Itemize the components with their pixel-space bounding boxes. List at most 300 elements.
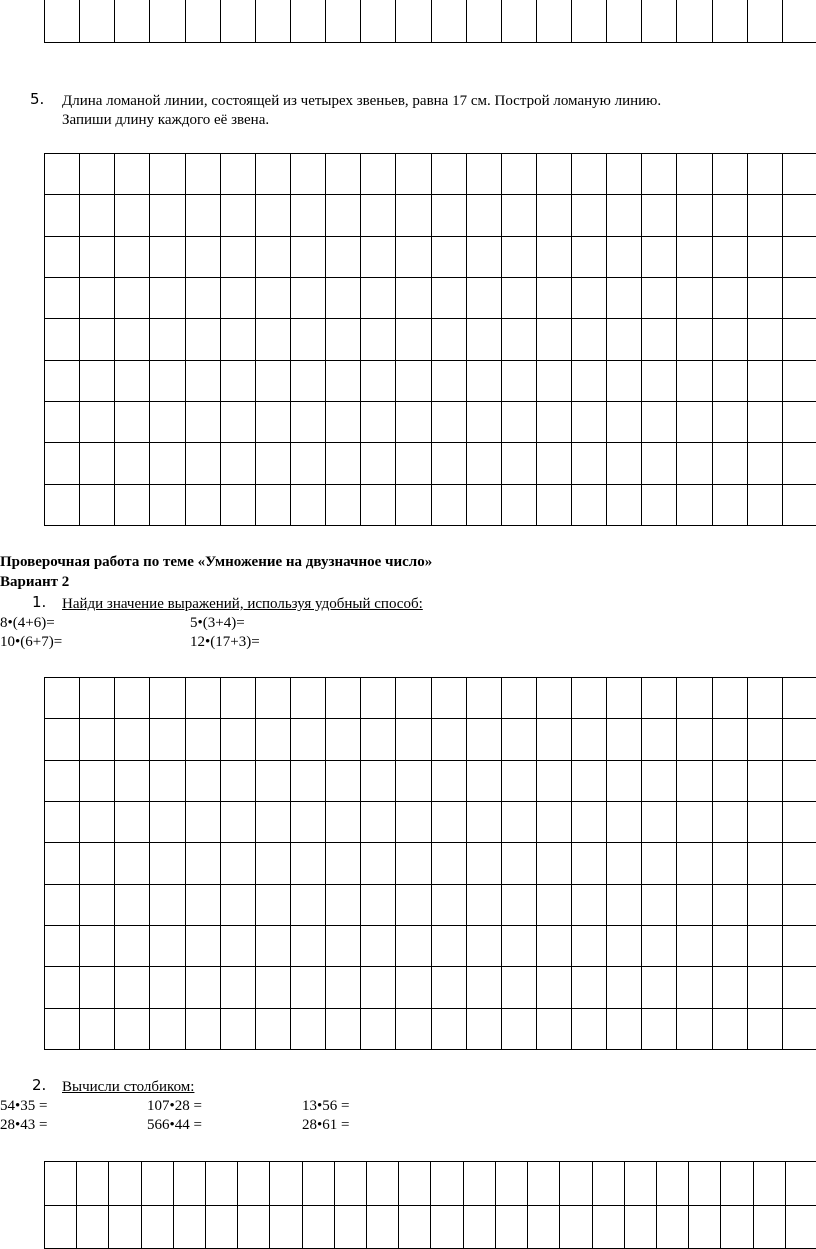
grid-cell: [221, 761, 256, 802]
grid-cell: [572, 237, 607, 278]
grid-cell: [713, 443, 748, 484]
grid-cell: [291, 885, 326, 926]
grid-cell: [142, 1162, 174, 1206]
grid-cell: [786, 1206, 816, 1249]
grid-cell: [115, 678, 150, 719]
grid-cell: [607, 719, 642, 760]
grid-cell: [431, 1162, 463, 1206]
grid-cell: [502, 485, 537, 526]
grid-cell: [45, 885, 80, 926]
grid-cell: [109, 1206, 141, 1249]
grid-cell: [396, 195, 431, 236]
grid-cell: [713, 678, 748, 719]
grid-cell: [642, 967, 677, 1008]
grid-cell: [677, 361, 712, 402]
grid-cell: [748, 843, 783, 884]
grid-cell: [396, 154, 431, 195]
grid-cell: [115, 761, 150, 802]
grid-cell: [713, 843, 748, 884]
grid-cell: [109, 1162, 141, 1206]
grid-cell: [467, 885, 502, 926]
grid-cell: [467, 719, 502, 760]
grid-cell: [783, 402, 816, 443]
grid-cell: [677, 237, 712, 278]
grid-cell: [783, 802, 816, 843]
grid-cell: [361, 843, 396, 884]
grid-cell: [221, 402, 256, 443]
grid-cell: [291, 678, 326, 719]
grid-cell: [464, 1162, 496, 1206]
grid-cell: [115, 967, 150, 1008]
grid-cell: [291, 402, 326, 443]
grid-cell: [80, 926, 115, 967]
grid-cell: [45, 319, 80, 360]
grid-task1: [44, 677, 816, 1050]
grid-cell: [657, 1162, 689, 1206]
grid-cell: [642, 485, 677, 526]
grid-cell: [607, 195, 642, 236]
grid-cell: [361, 0, 396, 43]
grid-cell: [748, 237, 783, 278]
grid-cell: [361, 967, 396, 1008]
grid-cell: [432, 0, 467, 43]
grid-cell: [335, 1162, 367, 1206]
grid-cell: [396, 361, 431, 402]
grid-cell: [45, 237, 80, 278]
grid-cell: [326, 885, 361, 926]
grid-cell: [748, 195, 783, 236]
grid-cell: [432, 237, 467, 278]
grid-cell: [572, 361, 607, 402]
grid-cell: [748, 154, 783, 195]
grid-cell: [326, 678, 361, 719]
grid-cell: [396, 967, 431, 1008]
grid-cell: [80, 154, 115, 195]
grid-cell: [361, 237, 396, 278]
grid-cell: [221, 319, 256, 360]
grid-cell: [607, 0, 642, 43]
grid-cell: [150, 885, 185, 926]
grid-cell: [150, 361, 185, 402]
grid-cell: [467, 926, 502, 967]
grid-cell: [45, 443, 80, 484]
grid-cell: [80, 443, 115, 484]
grid-cell: [528, 1162, 560, 1206]
grid-cell: [537, 319, 572, 360]
task2-instruction: Вычисли столбиком:: [62, 1078, 194, 1097]
grid-cell: [677, 761, 712, 802]
grid-cell: [115, 402, 150, 443]
grid-cell: [642, 0, 677, 43]
grid-cell: [713, 154, 748, 195]
task2-expr-2-3: 28•61 =: [302, 1116, 349, 1135]
grid-cell: [326, 843, 361, 884]
grid-cell: [467, 402, 502, 443]
grid-cell: [572, 926, 607, 967]
grid-cell: [677, 195, 712, 236]
grid-cell: [783, 843, 816, 884]
grid-cell: [291, 0, 326, 43]
grid-cell: [367, 1206, 399, 1249]
grid-cell: [502, 926, 537, 967]
grid-cell: [396, 926, 431, 967]
grid-cell: [713, 195, 748, 236]
grid-cell: [783, 319, 816, 360]
grid-cell: [748, 885, 783, 926]
grid-cell: [291, 278, 326, 319]
grid-cell: [713, 0, 748, 43]
grid-cell: [45, 278, 80, 319]
grid-cell: [115, 926, 150, 967]
grid-cell: [537, 237, 572, 278]
grid-cell: [642, 678, 677, 719]
grid-cell: [150, 0, 185, 43]
grid-cell: [607, 885, 642, 926]
grid-cell: [467, 443, 502, 484]
grid-cell: [560, 1206, 592, 1249]
grid-cell: [642, 361, 677, 402]
grid-cell: [783, 443, 816, 484]
grid-cell: [502, 0, 537, 43]
grid-cell: [607, 485, 642, 526]
grid-cell: [361, 485, 396, 526]
grid-cell: [537, 802, 572, 843]
grid-cell: [607, 926, 642, 967]
grid-cell: [657, 1206, 689, 1249]
grid-cell: [256, 761, 291, 802]
task2-expr-2-1: 28•43 =: [0, 1116, 47, 1135]
grid-cell: [186, 485, 221, 526]
task5-line2: Запиши длину каждого её звена.: [62, 111, 269, 130]
grid-cell: [502, 843, 537, 884]
grid-cell: [150, 237, 185, 278]
grid-cell: [80, 761, 115, 802]
grid-cell: [361, 761, 396, 802]
grid-cell: [186, 0, 221, 43]
grid-cell: [186, 154, 221, 195]
grid-cell: [748, 802, 783, 843]
grid-cell: [115, 485, 150, 526]
grid-cell: [748, 719, 783, 760]
grid-cell: [502, 761, 537, 802]
grid-cell: [221, 195, 256, 236]
grid-cell: [80, 195, 115, 236]
task1-number: 1.: [32, 593, 46, 612]
grid-cell: [326, 402, 361, 443]
grid-cell: [361, 1009, 396, 1050]
grid-cell: [221, 967, 256, 1008]
grid-cell: [642, 761, 677, 802]
grid-cell: [502, 719, 537, 760]
grid-cell: [748, 0, 783, 43]
grid-cell: [150, 319, 185, 360]
grid-cell: [396, 402, 431, 443]
grid-cell: [432, 443, 467, 484]
grid-cell: [186, 967, 221, 1008]
grid-cell: [115, 319, 150, 360]
grid-cell: [256, 719, 291, 760]
grid-cell: [677, 719, 712, 760]
grid-cell: [221, 361, 256, 402]
grid-cell: [361, 195, 396, 236]
grid-cell: [399, 1162, 431, 1206]
grid-cell: [221, 485, 256, 526]
grid-cell: [607, 967, 642, 1008]
grid-cell: [186, 719, 221, 760]
grid-cell: [256, 485, 291, 526]
grid-cell: [502, 967, 537, 1008]
grid-cell: [467, 0, 502, 43]
grid-cell: [537, 926, 572, 967]
grid-cell: [748, 1009, 783, 1050]
grid-cell: [783, 237, 816, 278]
grid-cell: [467, 1009, 502, 1050]
grid-cell: [689, 1162, 721, 1206]
grid-cell: [502, 319, 537, 360]
grid-cell: [361, 802, 396, 843]
grid-cell: [537, 761, 572, 802]
grid-cell: [502, 678, 537, 719]
grid-cell: [537, 885, 572, 926]
grid-cell: [221, 443, 256, 484]
grid-cell: [174, 1206, 206, 1249]
grid-cell: [291, 802, 326, 843]
grid-cell: [45, 195, 80, 236]
grid-cell: [221, 237, 256, 278]
grid-cell: [115, 361, 150, 402]
grid-cell: [502, 1009, 537, 1050]
grid-cell: [291, 361, 326, 402]
grid-cell: [326, 154, 361, 195]
grid-cell: [464, 1206, 496, 1249]
grid-cell: [607, 278, 642, 319]
grid-cell: [361, 154, 396, 195]
grid-cell: [432, 402, 467, 443]
grid-cell: [642, 278, 677, 319]
grid-cell: [528, 1206, 560, 1249]
grid-cell: [572, 278, 607, 319]
grid-cell: [537, 361, 572, 402]
grid-cell: [537, 1009, 572, 1050]
task5-line1: Длина ломаной линии, состоящей из четырех звеньев, равна 17 см. Построй ломаную линию.: [62, 92, 661, 111]
grid-cell: [150, 1009, 185, 1050]
grid-cell: [221, 0, 256, 43]
grid-cell: [537, 967, 572, 1008]
grid-cell: [80, 278, 115, 319]
grid-cell: [326, 278, 361, 319]
grid-cell: [186, 885, 221, 926]
grid-cell: [115, 0, 150, 43]
grid-cell: [713, 926, 748, 967]
grid-cell: [256, 402, 291, 443]
grid-cell: [748, 319, 783, 360]
grid-cell: [713, 237, 748, 278]
grid-cell: [754, 1162, 786, 1206]
grid-cell: [502, 402, 537, 443]
grid-cell: [713, 278, 748, 319]
grid-cell: [45, 1009, 80, 1050]
grid-cell: [80, 678, 115, 719]
grid-cell: [45, 0, 80, 43]
grid-cell: [467, 195, 502, 236]
grid-cell: [607, 402, 642, 443]
grid-cell: [256, 843, 291, 884]
grid-cell: [45, 485, 80, 526]
grid-cell: [467, 843, 502, 884]
grid-cell: [748, 443, 783, 484]
grid-cell: [396, 1009, 431, 1050]
grid-cell: [572, 485, 607, 526]
grid-cell: [256, 195, 291, 236]
grid-cell: [432, 719, 467, 760]
grid-cell: [537, 443, 572, 484]
grid-cell: [748, 967, 783, 1008]
grid-cell: [361, 926, 396, 967]
grid-cell: [186, 195, 221, 236]
grid-cell: [270, 1162, 302, 1206]
grid-cell: [186, 278, 221, 319]
grid-cell: [77, 1206, 109, 1249]
grid-cell: [150, 843, 185, 884]
grid-cell: [256, 885, 291, 926]
grid-cell: [396, 0, 431, 43]
grid-cell: [45, 843, 80, 884]
grid-cell: [467, 361, 502, 402]
grid-cell: [572, 802, 607, 843]
grid-cell: [783, 761, 816, 802]
grid-cell: [432, 678, 467, 719]
grid-cell: [432, 485, 467, 526]
grid-cell: [783, 926, 816, 967]
grid-top: [44, 0, 816, 43]
grid-cell: [432, 843, 467, 884]
grid-cell: [256, 0, 291, 43]
grid-cell: [367, 1162, 399, 1206]
grid-cell: [642, 885, 677, 926]
grid-cell: [677, 485, 712, 526]
grid-cell: [502, 885, 537, 926]
grid-cell: [396, 802, 431, 843]
grid-cell: [607, 361, 642, 402]
grid-cell: [45, 154, 80, 195]
grid-cell: [677, 319, 712, 360]
grid-cell: [221, 278, 256, 319]
grid-cell: [432, 278, 467, 319]
grid-cell: [432, 1009, 467, 1050]
grid-cell: [115, 719, 150, 760]
grid-cell: [221, 843, 256, 884]
grid-cell: [502, 443, 537, 484]
grid-cell: [303, 1206, 335, 1249]
grid-cell: [713, 402, 748, 443]
grid-cell: [572, 967, 607, 1008]
grid-cell: [150, 802, 185, 843]
grid-cell: [432, 802, 467, 843]
grid-cell: [326, 761, 361, 802]
grid-cell: [677, 0, 712, 43]
grid-cell: [713, 761, 748, 802]
grid-cell: [45, 1206, 77, 1249]
grid-cell: [713, 319, 748, 360]
grid-cell: [677, 443, 712, 484]
grid-cell: [537, 678, 572, 719]
grid-cell: [572, 0, 607, 43]
grid-cell: [642, 319, 677, 360]
grid-cell: [748, 361, 783, 402]
grid-cell: [256, 443, 291, 484]
grid-cell: [467, 278, 502, 319]
grid-cell: [238, 1162, 270, 1206]
grid-cell: [713, 719, 748, 760]
grid-cell: [45, 678, 80, 719]
grid-cell: [642, 1009, 677, 1050]
grid-cell: [467, 802, 502, 843]
grid-cell: [396, 237, 431, 278]
grid-cell: [607, 802, 642, 843]
grid-cell: [642, 443, 677, 484]
grid-cell: [713, 1009, 748, 1050]
grid-cell: [713, 802, 748, 843]
grid-cell: [572, 319, 607, 360]
grid-cell: [80, 0, 115, 43]
grid-cell: [560, 1162, 592, 1206]
grid-cell: [115, 278, 150, 319]
grid-cell: [502, 195, 537, 236]
grid-cell: [221, 719, 256, 760]
grid-cell: [221, 926, 256, 967]
grid-cell: [150, 926, 185, 967]
grid-cell: [607, 761, 642, 802]
grid-cell: [80, 319, 115, 360]
grid-cell: [572, 443, 607, 484]
grid-cell: [115, 885, 150, 926]
grid-cell: [303, 1162, 335, 1206]
grid-cell: [256, 1009, 291, 1050]
grid-cell: [326, 237, 361, 278]
grid-cell: [467, 967, 502, 1008]
grid-cell: [537, 0, 572, 43]
grid-cell: [186, 926, 221, 967]
grid-cell: [783, 278, 816, 319]
grid-cell: [150, 967, 185, 1008]
grid-cell: [45, 361, 80, 402]
grid-cell: [186, 802, 221, 843]
grid-cell: [115, 237, 150, 278]
grid-cell: [783, 885, 816, 926]
grid-cell: [713, 885, 748, 926]
grid-cell: [396, 761, 431, 802]
grid-cell: [607, 237, 642, 278]
grid-cell: [607, 678, 642, 719]
task2-number: 2.: [32, 1076, 46, 1095]
grid-cell: [150, 278, 185, 319]
grid-cell: [80, 237, 115, 278]
test-title: Проверочная работа по теме «Умножение на двузначное число»: [0, 553, 432, 572]
grid-cell: [783, 967, 816, 1008]
grid-cell: [396, 678, 431, 719]
grid-cell: [572, 195, 607, 236]
grid-cell: [625, 1162, 657, 1206]
grid-cell: [291, 1009, 326, 1050]
grid-cell: [593, 1206, 625, 1249]
grid-cell: [150, 195, 185, 236]
grid-cell: [186, 843, 221, 884]
task2-expr-1-1: 54•35 =: [0, 1097, 47, 1116]
grid-cell: [186, 1009, 221, 1050]
grid-cell: [572, 154, 607, 195]
grid-cell: [45, 719, 80, 760]
grid-cell: [689, 1206, 721, 1249]
